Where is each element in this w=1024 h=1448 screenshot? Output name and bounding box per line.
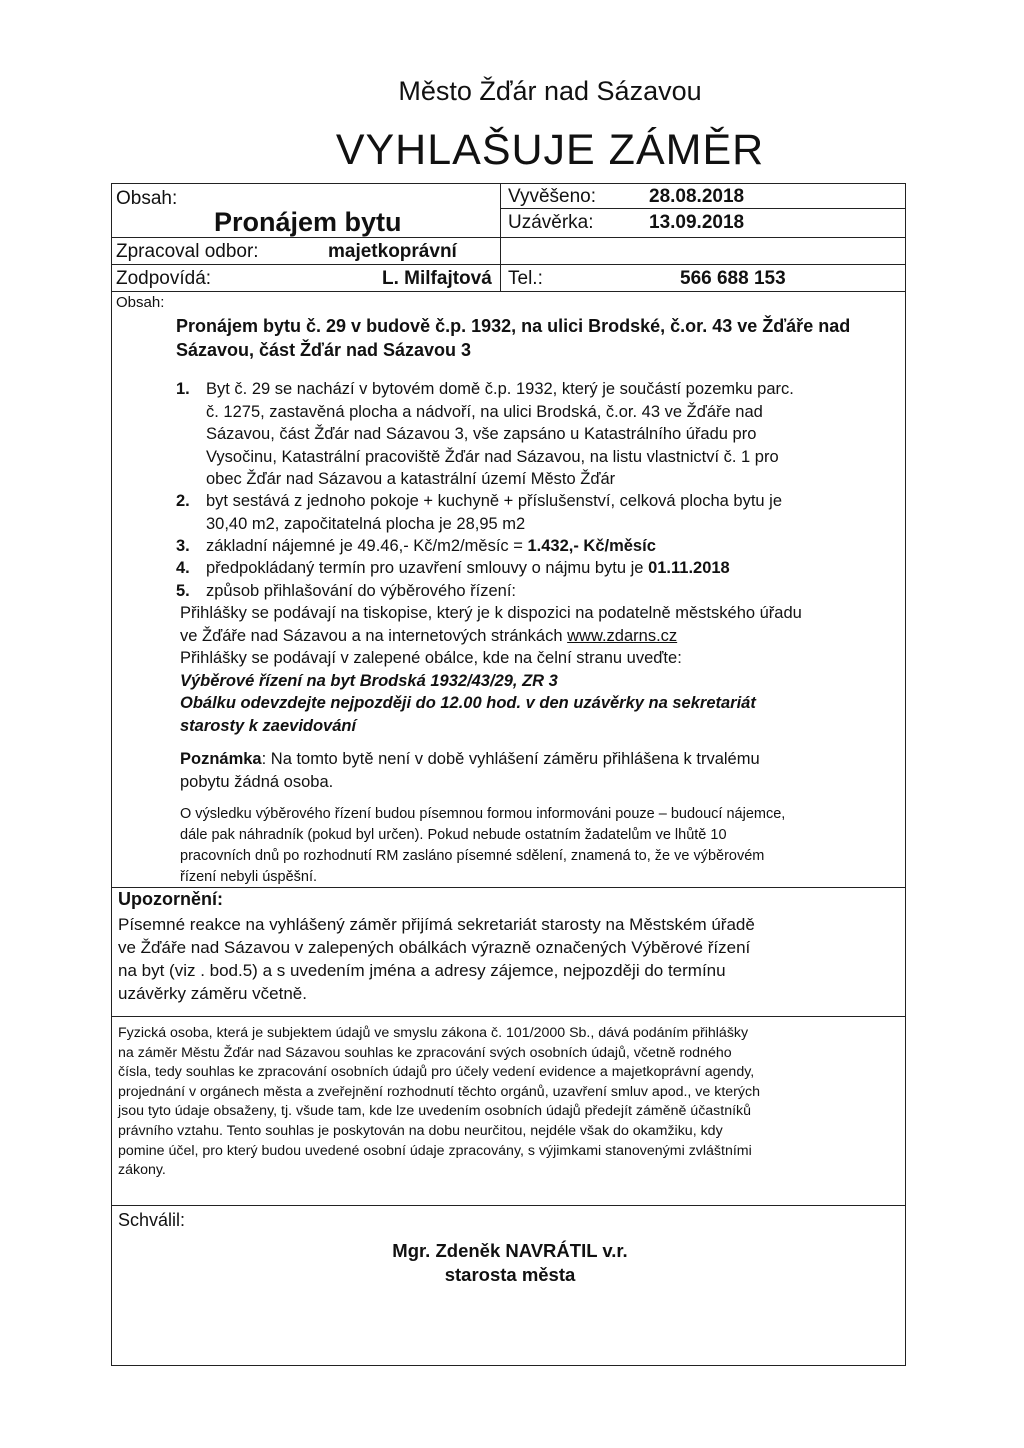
deadline-label: Uzávěrka: [508, 212, 594, 233]
department-label: Zpracoval odbor: [116, 241, 259, 262]
warning-text: Písemné reakce na vyhlášený záměr přijímá sekretariát starosty na Městském úřadě ve Žďáře nad Sázavou v zalepených obálkách výrazně označených Výběrové řízení na byt (viz . bod.5) a s uvedením jména a adresy zájemce, nejpozději do termínu uzávěrky záměru včetně. [118, 915, 755, 1003]
subtitle-line: Sázavou, část Žďár nad Sázavou 3 [176, 340, 472, 360]
result-info: O výsledku výběrového řízení budou písemnou formou informováni pouze – budoucí nájemce, dále pak náhradník (pokud byl určen). Pokud nebude ostatním žadatelům ve lhůtě 10 pracovních dnů po rozhodnutí RM zasláno písemné sdělení, znamená to, že ve výběrovém řízení nebyli úspěšní. [180, 806, 786, 885]
phone-value: 566 688 153 [680, 268, 786, 289]
approver-role: starosta města [444, 1264, 576, 1285]
declaration-title: VYHLAŠUJE ZÁMĚR [335, 126, 765, 174]
subject-title: Pronájem bytu [214, 207, 402, 237]
application-info: Přihlášky se podávají na tiskopise, který je k dispozici na podatelně městského úřadu ve Žďáře nad Sázavou a na internetových stránkách www.zdarns.cz Přihlášky se podávají v zalepené obálce, kde na čelní stranu uveďte: Výběrové řízení na byt Brodská 1932/43/29, ZR 3 Obálku odevzdejte nejpozději do 12.00 hod. v den uzávěrky na sekretariát starosty k zaevidování [180, 604, 802, 735]
city-name: Město Žďár nad Sázavou [398, 76, 702, 106]
note-paragraph: Poznámka: Na tomto bytě není v době vyhlášení záměru přihlášena k trvalému pobytu žádná osoba. [180, 750, 760, 791]
warning-title: Upozornění: [118, 889, 223, 909]
subtitle-line: Pronájem bytu č. 29 v budově č.p. 1932, na ulici Brodské, č.or. 43 ve Žďáře nad [176, 316, 851, 336]
obsah-label: Obsah: [116, 188, 178, 209]
approver-name: Mgr. Zdeněk NAVRÁTIL v.r. [392, 1240, 628, 1261]
approved-label: Schválil: [118, 1210, 186, 1230]
responsible-label: Zodpovídá: [116, 268, 212, 289]
posted-date: 28.08.2018 [649, 186, 745, 207]
website-link[interactable]: www.zdarns.cz [567, 626, 678, 645]
department-value: majetkoprávní [328, 241, 457, 262]
content-label: Obsah: [116, 294, 165, 311]
deadline-date: 13.09.2018 [649, 212, 745, 233]
gdpr-consent: Fyzická osoba, která je subjektem údajů ve smyslu zákona č. 101/2000 Sb., dává podáním přihlášky na záměr Městu Žďár nad Sázavou souhlas ke zpracování svých osobních údajů, včetně rodného čísla, tedy souhlas ke zpracování osobních údajů pro účely vedení evidence a majetkoprávní agendy, projednání v orgánech města a zveřejnění rozhodnutí těchto orgánů, uzavření smluv apod., ve kterých jsou tyto údaje obsaženy, tj. všude tam, kde lze uvedením osobních údajů předejít záměně účastníků právního vztahu. Tento souhlas je poskytován na dobu neurčitou, nejdéle však do okamžiku, kdy pomine účel, pro který budou uvedené osobní údaje zpracovány, s výjimkami stanovenými zvláštními zákony. [118, 1025, 760, 1179]
phone-label: Tel.: [508, 268, 543, 289]
posted-label: Vyvěšeno: [508, 186, 597, 207]
responsible-value: L. Milfajtová [382, 268, 492, 289]
